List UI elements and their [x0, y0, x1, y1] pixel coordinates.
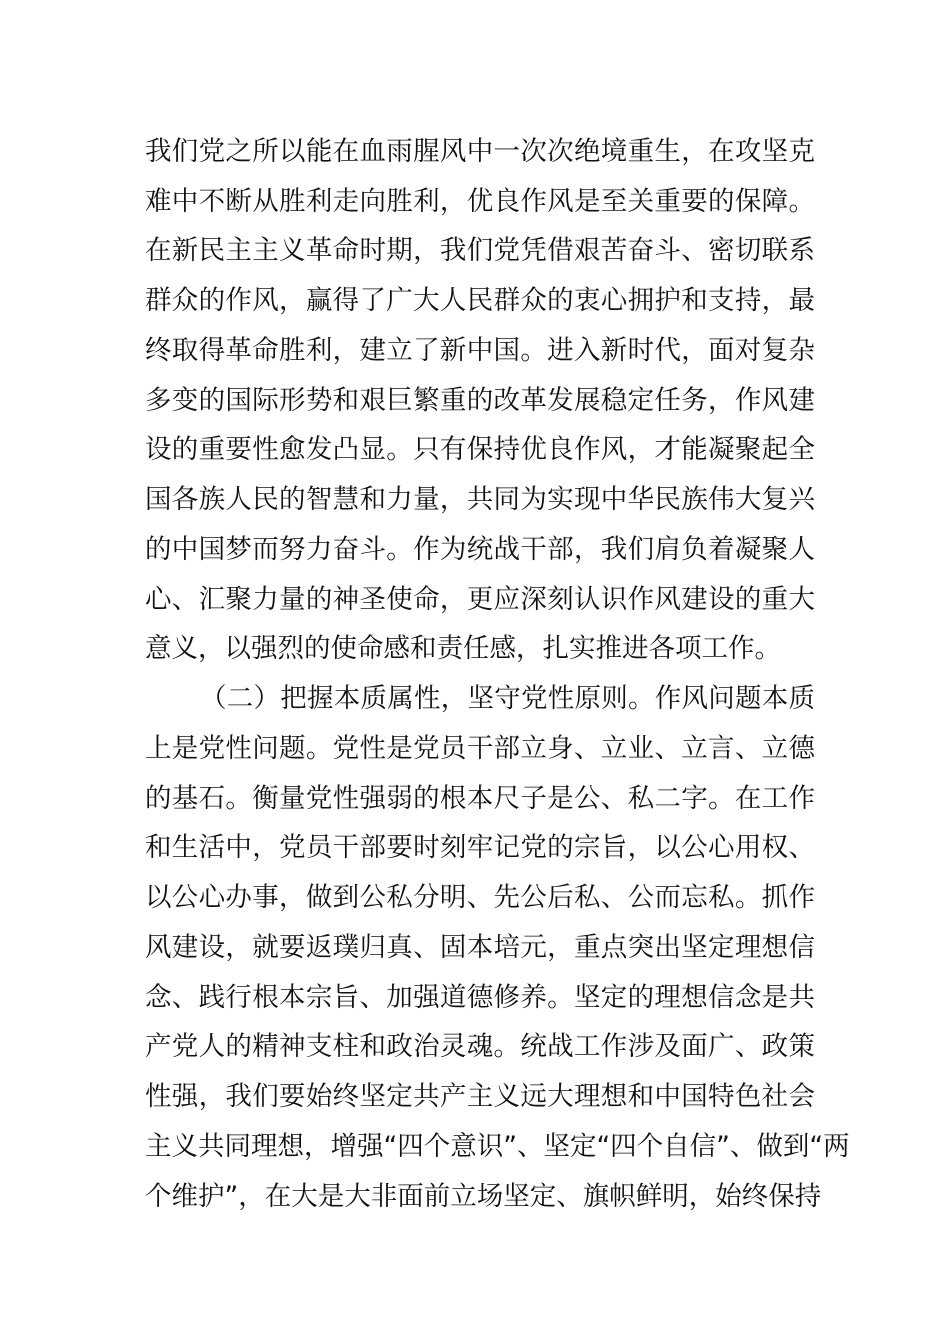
text-line: 念、践行根本宗旨、加强道德修养。坚定的理想信念是共 — [145, 982, 815, 1013]
text-line: 产党人的精神支柱和政治灵魂。统战工作涉及面广、政策 — [145, 1031, 815, 1062]
text-line: 设的重要性愈发凸显。只有保持优良作风，才能凝聚起全 — [145, 434, 815, 465]
text-line: 心、汇聚力量的神圣使命，更应深刻认识作风建设的重大 — [145, 584, 815, 615]
text-line: 风建设，就要返璞归真、固本培元，重点突出坚定理想信 — [145, 932, 815, 963]
text-line: 个维护”，在大是大非面前立场坚定、旗帜鲜明，始终保持 — [145, 1181, 822, 1212]
text-line: 的中国梦而努力奋斗。作为统战干部，我们肩负着凝聚人 — [145, 534, 815, 565]
text-line: 国各族人民的智慧和力量，共同为实现中华民族伟大复兴 — [145, 484, 815, 515]
paragraph-last-line: 意义，以强烈的使命感和责任感，扎实推进各项工作。 — [145, 633, 781, 664]
text-line: 多变的国际形势和艰巨繁重的改革发展稳定任务，作风建 — [145, 385, 815, 416]
text-line: 的基石。衡量党性强弱的根本尺子是公、私二字。在工作 — [145, 783, 815, 814]
text-line: 在新民主主义革命时期，我们党凭借艰苦奋斗、密切联系 — [145, 235, 815, 266]
section-heading-line: （二）把握本质属性，坚守党性原则。作风问题本质 — [200, 683, 815, 714]
text-line: 上是党性问题。党性是党员干部立身、立业、立言、立德 — [145, 733, 815, 764]
text-line: 难中不断从胜利走向胜利，优良作风是至关重要的保障。 — [145, 186, 815, 217]
text-line: 群众的作风，赢得了广大人民群众的衷心拥护和支持，最 — [145, 285, 815, 316]
text-line: 和生活中，党员干部要时刻牢记党的宗旨，以公心用权、 — [145, 832, 815, 863]
text-line: 终取得革命胜利，建立了新中国。进入新时代，面对复杂 — [145, 335, 815, 366]
text-line: 性强，我们要始终坚定共产主义远大理想和中国特色社会 — [145, 1081, 815, 1112]
text-line: 以公心办事，做到公私分明、先公后私、公而忘私。抓作 — [145, 882, 815, 913]
text-line: 我们党之所以能在血雨腥风中一次次绝境重生，在攻坚克 — [145, 136, 815, 167]
text-line: 主义共同理想，增强“四个意识”、坚定“四个自信”、做到“两 — [145, 1131, 850, 1162]
